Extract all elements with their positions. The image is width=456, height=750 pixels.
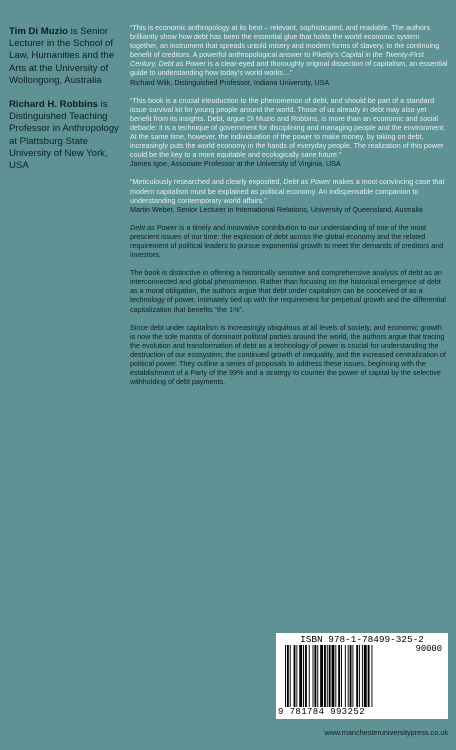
quote-title-italic: Debt as Power: [283, 177, 331, 187]
paragraph-text: The book is distinctive in offering a historically sensitive and comprehensive analysis of debt as an interconnected and global phenomenon. Rather than focusing on the historical emergence of debt as a moral obligation, the authors argue that debt under capitalism can be conceived of as a technology of power, intimately tied up with the requirement for perpetual growth and the differential capitalization that benefits “the 1%”.: [130, 268, 446, 314]
quote-attribution: James Igoe, Associate Professor at the University of Virginia, USA: [130, 159, 341, 169]
paragraph-text: is a timely and innovative contribution to our understanding of one of the most prescient issues of our time: the explosion of debt across the global economy and the related requirement of political leaders to pursue exponential growth to meet the demands of creditors and investors.: [130, 222, 444, 260]
quote-text: [130, 23, 448, 78]
endorsement-quote: [130, 23, 448, 87]
quote-title-italic: Capital in the Twenty-First Century, Debt as Power: [130, 50, 424, 69]
quote-text: [130, 96, 448, 160]
endorsement-quote: [130, 96, 448, 169]
book-title-italic: Debt as Power: [130, 222, 178, 232]
author-bios: [9, 26, 119, 184]
paragraph-text: Since debt under capitalism is increasingly ubiquitous at all levels of society, and economic growth is now the sole mantra of dominant political parties around the world, the authors argue that tracing the evolution and transformation of debt as a technology of power is crucial for understanding the destruction of our ecosystem, the continued growth of inequality, and the increased centralization of political power. They outline a series of proposals to address these issues, beginning with the establishment of a Party of the 99% and a strategy to counter the power of capital by the selective withholding of debt payments.: [130, 322, 446, 387]
description-paragraph: [130, 323, 448, 387]
author-bio: [9, 26, 119, 87]
quote-attribution: Martin Weber, Senior Lecturer in International Relations, University of Queensland, Australia: [130, 204, 423, 214]
author-bio-text: is Distinguished Teaching Professor in Anthropology at Plattsburg State University of New York, USA: [9, 99, 119, 172]
quote-attribution: Richard Wilk, Distinguished Professor, Indiana University, USA: [130, 77, 330, 87]
author-name: Tim Di Muzio: [9, 26, 68, 37]
quote-text: [130, 177, 448, 204]
quote-text-part: “This is economic anthropology at its best – relevant, sophisticated, and readable. The authors brilliantly show how debt has been the essential glue that holds the world economic system together, an instrument that spreads untold misery and modern forms of slavery, to the continuing benefit of creditors. A powerful anthropological answer to Piketty’s: [130, 23, 440, 60]
endorsement-quote: [130, 177, 448, 213]
barcode-digits: 9 781784 993252: [278, 707, 366, 717]
publisher-website: www.manchesteruniversitypress.co.uk: [324, 728, 448, 737]
quote-text-part: “Meticulously researched and clearly exposited,: [130, 177, 284, 187]
author-bio: [9, 99, 119, 172]
price-code: 90000: [415, 644, 442, 654]
quote-text-part: makes a most convincing case that modern capitalism must be explained as political economy. An indispensable companion to understanding contemporary world affairs.”: [130, 177, 445, 205]
description-paragraph: [130, 223, 448, 259]
description-paragraph: [130, 268, 448, 313]
author-bio-text: is Senior Lecturer in the School of Law, Humanities and the Arts at the University of Wollongong, Australia: [9, 26, 115, 86]
isbn-barcode: [276, 633, 448, 719]
barcode-bars: [285, 645, 405, 707]
quote-text-part: “This book is a crucial introduction to the phenomenon of debt, and should be part of a standard issue survival kit for young people around the world. Those of us already in debt may also yet benefit from its insights. Debt, argue Di Muzio and Robbins, is more than an economic and social debacle: it is a technique of government for disciplining and managing people and the environment. At the same time, however, the individuation of the power to make money, by taking on debt, increasingly puts the world economy in the hands of everyday people. The realization of this power could be the key to a more equitable and ecologically sane future.”: [130, 95, 446, 160]
blurb-column: [130, 23, 448, 395]
isbn-label: ISBN 978-1-78499-325-2: [300, 634, 424, 645]
quote-text-part: is a clear-eyed and thoroughly original dissection of capitalism, an essential guide to understanding how today’s world works…”: [130, 59, 448, 78]
author-name: Richard H. Robbins: [9, 99, 99, 111]
